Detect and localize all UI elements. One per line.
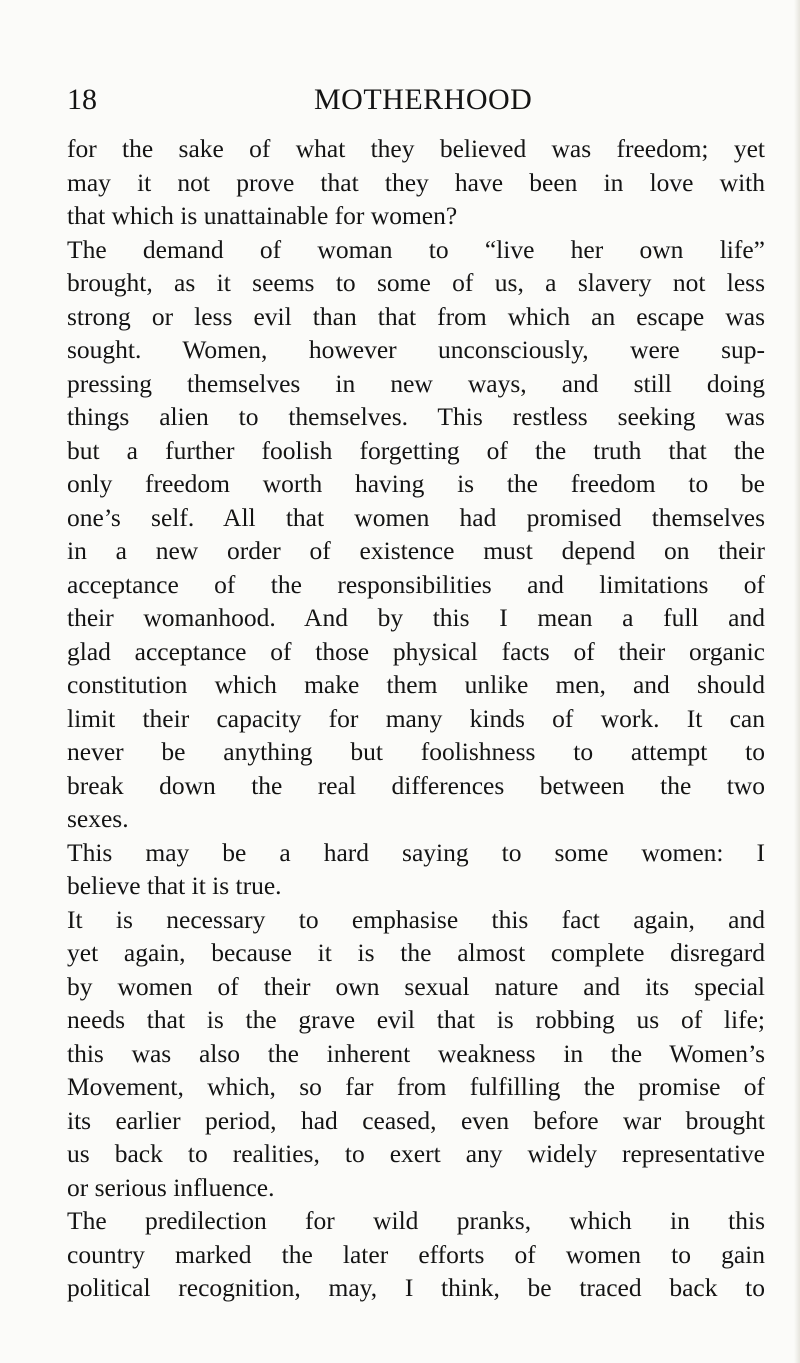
page-header [0, 80, 800, 120]
page-number: 18 [67, 83, 97, 116]
text-line: This may be a hard saying to some women: I [67, 837, 765, 867]
text-line: this was also the inherent weakness in the Women’s [67, 1038, 765, 1068]
text-line: country marked the later efforts of women to gain [67, 1239, 765, 1269]
text-line: or serious influence. [67, 1172, 275, 1202]
text-line: but a further foolish forgetting of the truth that the [67, 435, 765, 465]
text-line: never be anything but foolishness to attempt to [67, 737, 765, 766]
text-line: one’s self. All that women had promised themselves [67, 502, 765, 532]
body-text [67, 132, 765, 1305]
text-line: its earlier period, had ceased, even before war brought [67, 1105, 765, 1135]
text-line: It is necessary to emphasise this fact again, and [67, 904, 765, 934]
text-line: things alien to themselves. This restless seeking was [67, 402, 765, 431]
text-line: The predilection for wild pranks, which in this [67, 1206, 765, 1235]
text-line: may it not prove that they have been in love with [67, 167, 765, 197]
text-line: by women of their own sexual nature and its special [67, 971, 765, 1001]
text-line: needs that is the grave evil that is robbing us of life; [67, 1005, 765, 1034]
page-edge-shadow [794, 0, 800, 1363]
running-title: MOTHERHOOD [314, 83, 533, 116]
text-line: acceptance of the responsibilities and limitations of [67, 569, 765, 599]
text-line: that which is unattainable for women? [67, 201, 458, 230]
text-line: their womanhood. And by this I mean a full and [67, 603, 765, 632]
text-line: glad acceptance of those physical facts of their organic [67, 636, 765, 666]
text-line: believe that it is true. [67, 871, 282, 900]
text-line: only freedom worth having is the freedom to be [67, 469, 765, 498]
text-line: strong or less evil than that from which an escape was [67, 301, 765, 331]
text-line: political recognition, may, I think, be traced back to [67, 1273, 765, 1302]
text-line: for the sake of what they believed was freedom; yet [67, 134, 765, 163]
text-line: sought. Women, however unconsciously, were sup- [67, 335, 765, 364]
text-line: yet again, because it is the almost complete disregard [67, 938, 765, 967]
text-line: pressing themselves in new ways, and still doing [67, 368, 765, 398]
text-line: The demand of woman to “live her own life” [67, 234, 765, 264]
text-line: brought, as it seems to some of us, a slavery not less [67, 268, 765, 297]
text-line: Movement, which, so far from fulfilling the promise of [67, 1072, 765, 1101]
text-line: in a new order of existence must depend on their [67, 536, 765, 565]
text-line: break down the real differences between the two [67, 770, 765, 800]
text-line: constitution which make them unlike men, and should [67, 670, 765, 699]
text-line: us back to realities, to exert any widely representative [67, 1139, 765, 1168]
text-line: limit their capacity for many kinds of work. It can [67, 703, 765, 733]
text-line: sexes. [67, 804, 129, 833]
